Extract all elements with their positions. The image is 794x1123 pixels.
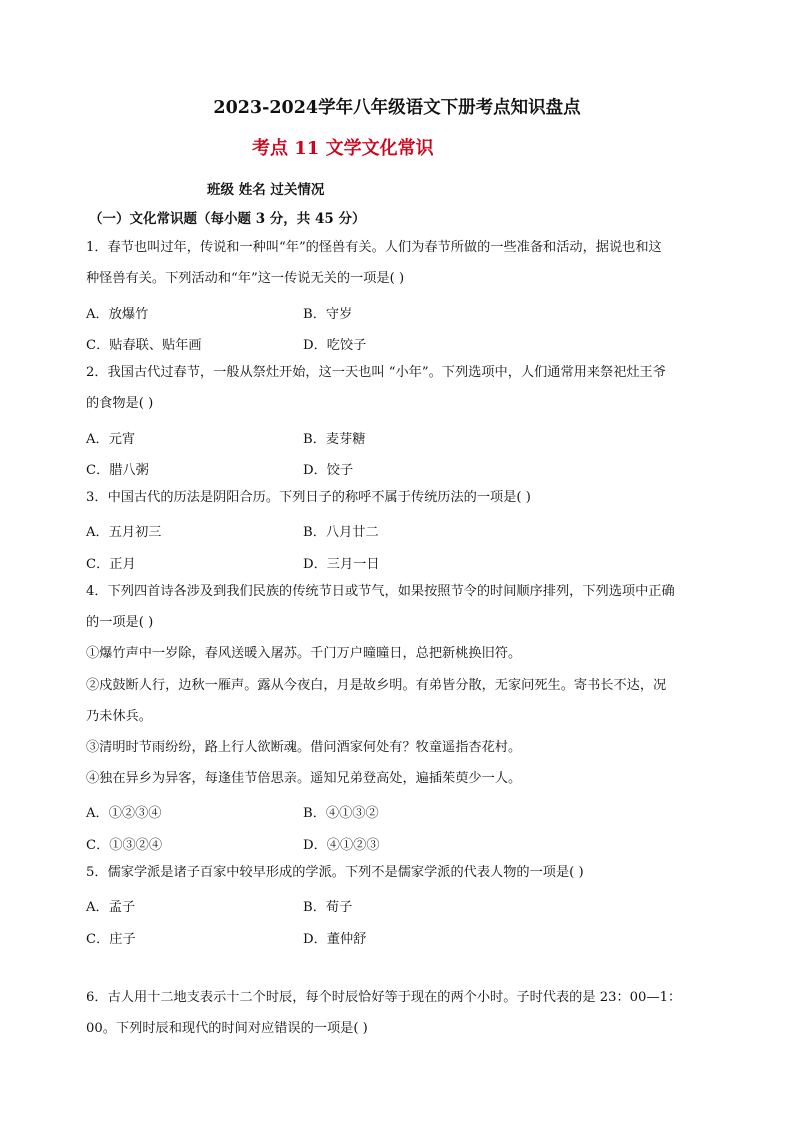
question-3-option-c: C．正月 — [86, 557, 136, 572]
question-4-poem-2-line-1: ②戍鼓断人行，边秋一雁声。露从今夜白，月是故乡明。有弟皆分散，无家问死生。寄书长不达，况 — [86, 678, 667, 693]
class-name-status-line: 班级 姓名 过关情况 — [207, 182, 325, 198]
question-2-option-c: C．腊八粥 — [86, 463, 149, 478]
question-4-option-a: A．①②③④ — [86, 806, 162, 821]
question-3-option-d: D．三月一日 — [303, 557, 380, 572]
question-5-option-b: B．荀子 — [303, 900, 353, 915]
question-2-option-a: A．元宵 — [86, 432, 136, 447]
question-4-stem-line-1: 4．下列四首诗各涉及到我们民族的传统节日或节气，如果按照节令的时间顺序排列，下列选项中正确 — [86, 584, 675, 599]
question-2-stem-line-1: 2．我国古代过春节，一般从祭灶开始，这一天也叫 “小年”。下列选项中，人们通常用来祭祀灶王爷 — [86, 365, 666, 380]
question-4-poem-2-line-2: 乃未休兵。 — [86, 709, 152, 724]
question-3-option-a: A．五月初三 — [86, 525, 162, 540]
question-4-option-d: D．④①②③ — [303, 838, 380, 853]
question-3-option-b: B．八月廿二 — [303, 525, 379, 540]
question-4-stem-line-2: 的一项是( ) — [86, 615, 154, 630]
question-1-option-c: C．贴春联、贴年画 — [86, 338, 202, 353]
question-1-stem-line-2: 种怪兽有关。下列活动和“年”这一传说无关的一项是( ) — [86, 271, 405, 286]
question-6-stem-line-1: 6．古人用十二地支表示十二个时辰，每个时辰恰好等于现在的两个小时。子时代表的是 23：00—1： — [86, 990, 682, 1005]
question-5-option-a: A．孟子 — [86, 900, 136, 915]
question-1-option-a: A．放爆竹 — [86, 307, 149, 322]
question-2-stem-line-2: 的食物是( ) — [86, 396, 154, 411]
question-1-option-d: D．吃饺子 — [303, 338, 367, 353]
question-5-stem: 5．儒家学派是诸子百家中较早形成的学派。下列不是儒家学派的代表人物的一项是( ) — [86, 865, 584, 880]
question-6-stem-line-2: 00。下列时辰和现代的时间对应错误的一项是( ) — [86, 1021, 368, 1036]
question-1-stem-line-1: 1．春节也叫过年，传说和一种叫“年”的怪兽有关。人们为春节所做的一些准备和活动，据说也和这 — [86, 240, 662, 255]
question-1-option-b: B．守岁 — [303, 307, 353, 322]
document-title: 2023-2024学年八年级语文下册考点知识盘点 — [213, 98, 581, 118]
section-heading: （一）文化常识题（每小题 3 分，共 45 分） — [89, 211, 366, 227]
question-4-option-c: C．①③②④ — [86, 838, 163, 853]
question-4-poem-1: ①爆竹声中一岁除，春风送暖入屠苏。千门万户曈曈日，总把新桃换旧符。 — [86, 646, 522, 661]
question-4-poem-3: ③清明时节雨纷纷，路上行人欲断魂。借问酒家何处有？牧童遥指杏花村。 — [86, 740, 522, 755]
question-5-option-d: D．董仲舒 — [303, 932, 367, 947]
question-2-option-b: B．麦芽糖 — [303, 432, 366, 447]
question-4-option-b: B．④①③② — [303, 806, 379, 821]
question-5-option-c: C．庄子 — [86, 932, 136, 947]
question-4-poem-4: ④独在异乡为异客，每逢佳节倍思亲。遥知兄弟登高处，遍插茱萸少一人。 — [86, 771, 522, 786]
topic-subtitle: 考点 11 文学文化常识 — [252, 138, 434, 159]
question-3-stem: 3．中国古代的历法是阴阳合历。下列日子的称呼不属于传统历法的一项是( ) — [86, 490, 531, 505]
question-2-option-d: D．饺子 — [303, 463, 354, 478]
